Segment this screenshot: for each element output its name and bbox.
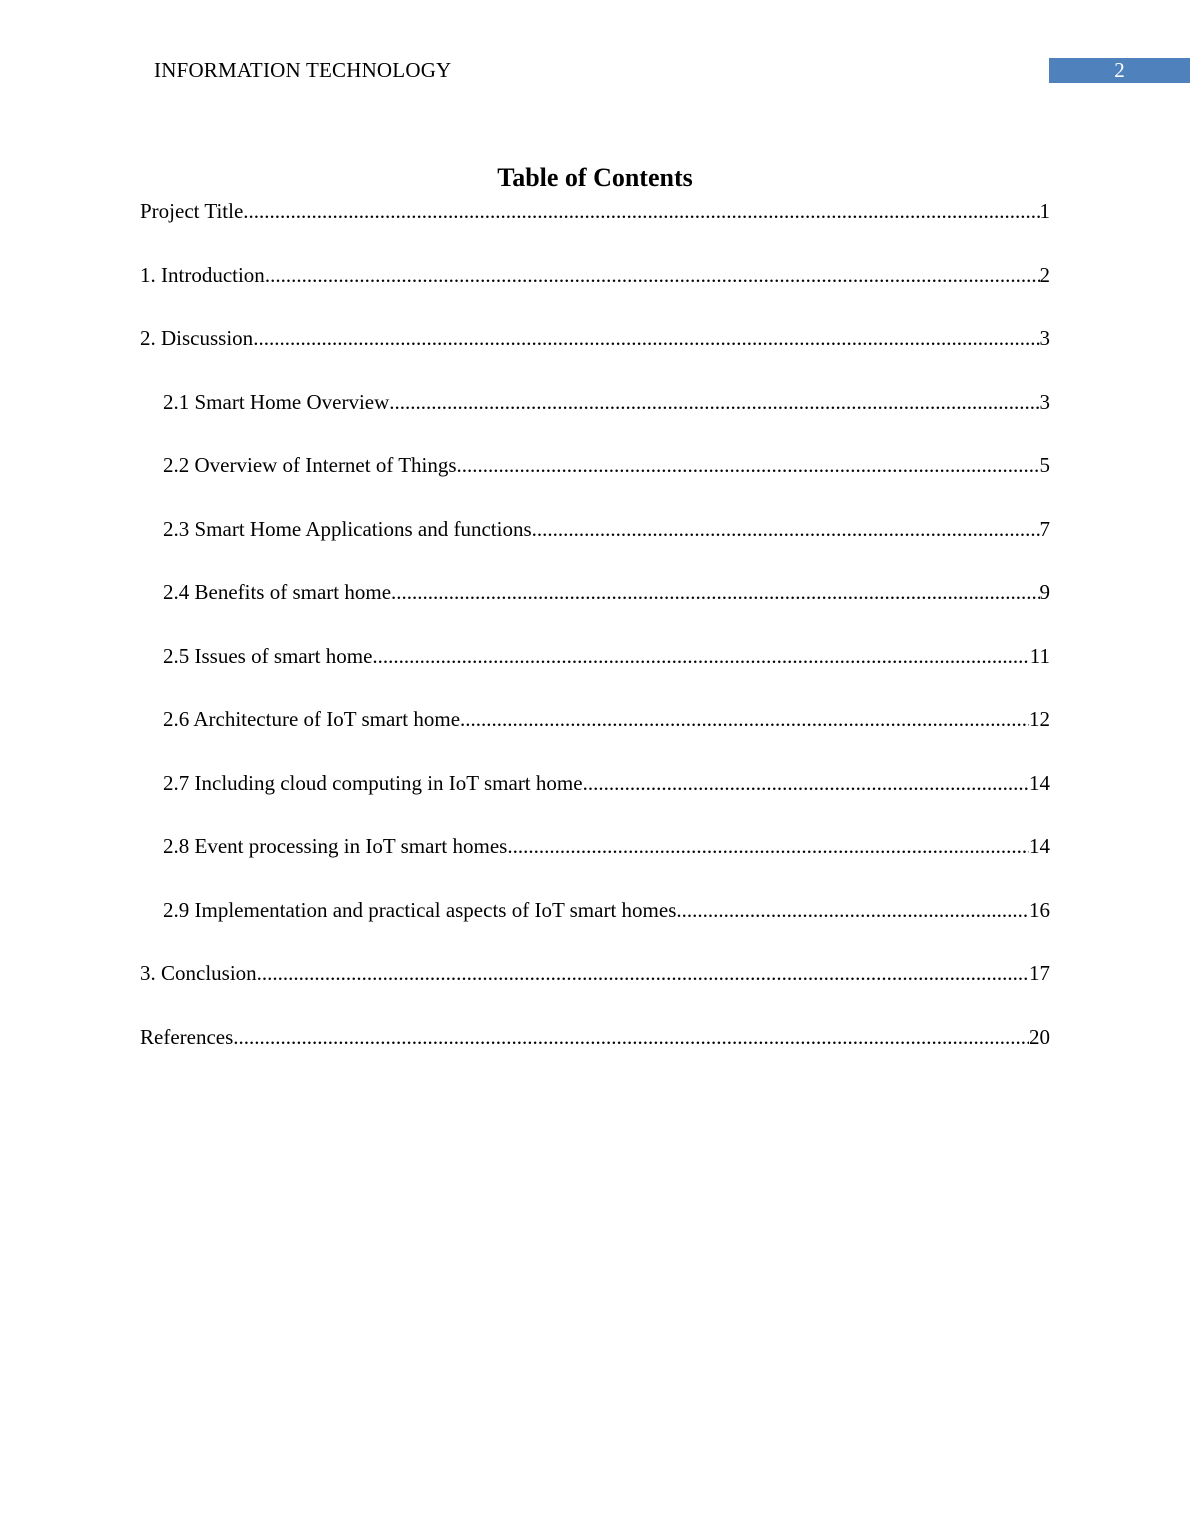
toc-entry-event-processing[interactable]: [140, 831, 1050, 895]
toc-entry-label: 2.3 Smart Home Applications and functions: [163, 516, 532, 541]
toc-entry-label: References: [140, 1024, 234, 1049]
toc-entry-label: 2.6 Architecture of IoT smart home: [163, 707, 461, 731]
toc-entry-introduction[interactable]: [140, 260, 1050, 324]
toc-entry-label: 2.8 Event processing in IoT smart homes: [163, 834, 508, 858]
toc-entry-label: 2.7 Including cloud computing in IoT smart home: [163, 770, 583, 795]
page-number-badge: 2: [1049, 58, 1190, 83]
toc-entry-label: 2.4 Benefits of smart home: [163, 580, 392, 604]
toc-entry-page: 20: [1029, 1024, 1050, 1049]
toc-entry-page: 17: [1029, 961, 1050, 985]
toc-entry-smart-home-overview[interactable]: [140, 387, 1050, 451]
toc-dot-leader: [460, 704, 1029, 734]
running-header-title: INFORMATION TECHNOLOGY: [154, 58, 452, 82]
toc-entry-page: 11: [1029, 643, 1050, 668]
toc-dot-leader: [389, 387, 1039, 417]
toc-entry-page: 14: [1029, 770, 1050, 795]
toc-entry-page: 3: [1039, 389, 1050, 414]
toc-dot-leader: [372, 641, 1029, 671]
toc-entry-conclusion[interactable]: [140, 958, 1050, 1022]
toc-entry-project-title[interactable]: [140, 196, 1050, 260]
toc-entry-page: 9: [1039, 580, 1050, 604]
toc-heading: Table of Contents: [497, 163, 693, 192]
toc-entry-page: 16: [1029, 897, 1050, 922]
toc-entry-label: 2.9 Implementation and practical aspects of IoT smart homes: [163, 897, 677, 922]
toc-entry-label: 2.5 Issues of smart home: [163, 643, 373, 668]
toc-entry-label: 2. Discussion: [140, 326, 254, 350]
toc-dot-leader: [457, 450, 1040, 480]
toc-entry-architecture[interactable]: [140, 704, 1050, 768]
toc-entry-label: Project Title: [140, 199, 244, 223]
toc-entry-applications[interactable]: [140, 514, 1050, 578]
toc-entry-implementation[interactable]: [140, 895, 1050, 959]
toc-dot-leader: [265, 260, 1040, 290]
toc-entry-page: 14: [1029, 834, 1050, 858]
toc-dot-leader: [507, 831, 1029, 861]
toc-entry-page: 12: [1029, 707, 1050, 731]
toc-entry-label: 2.2 Overview of Internet of Things: [163, 453, 457, 477]
toc-entry-page: 2: [1039, 262, 1050, 287]
toc-dot-leader: [257, 958, 1029, 988]
toc-entry-iot-overview[interactable]: [140, 450, 1050, 514]
toc-entry-cloud-computing[interactable]: [140, 768, 1050, 832]
toc-dot-leader: [532, 514, 1040, 544]
toc-entry-page: 7: [1039, 516, 1050, 541]
toc-dot-leader: [583, 768, 1029, 798]
toc-entry-benefits[interactable]: [140, 577, 1050, 641]
toc-dot-leader: [253, 323, 1039, 353]
toc-dot-leader: [391, 577, 1039, 607]
toc-entry-discussion[interactable]: [140, 323, 1050, 387]
toc-entry-label: 3. Conclusion: [140, 961, 257, 985]
toc-dot-leader: [233, 1022, 1029, 1052]
table-of-contents: [140, 196, 1050, 1085]
toc-entry-page: 5: [1039, 453, 1050, 477]
toc-entry-label: 1. Introduction: [140, 262, 265, 287]
toc-entry-page: 3: [1039, 326, 1050, 350]
toc-entry-label: 2.1 Smart Home Overview: [163, 389, 390, 414]
toc-entry-issues[interactable]: [140, 641, 1050, 705]
toc-dot-leader: [676, 895, 1029, 925]
toc-entry-page: 1: [1039, 199, 1050, 223]
toc-dot-leader: [243, 196, 1039, 226]
toc-entry-references[interactable]: [140, 1022, 1050, 1086]
